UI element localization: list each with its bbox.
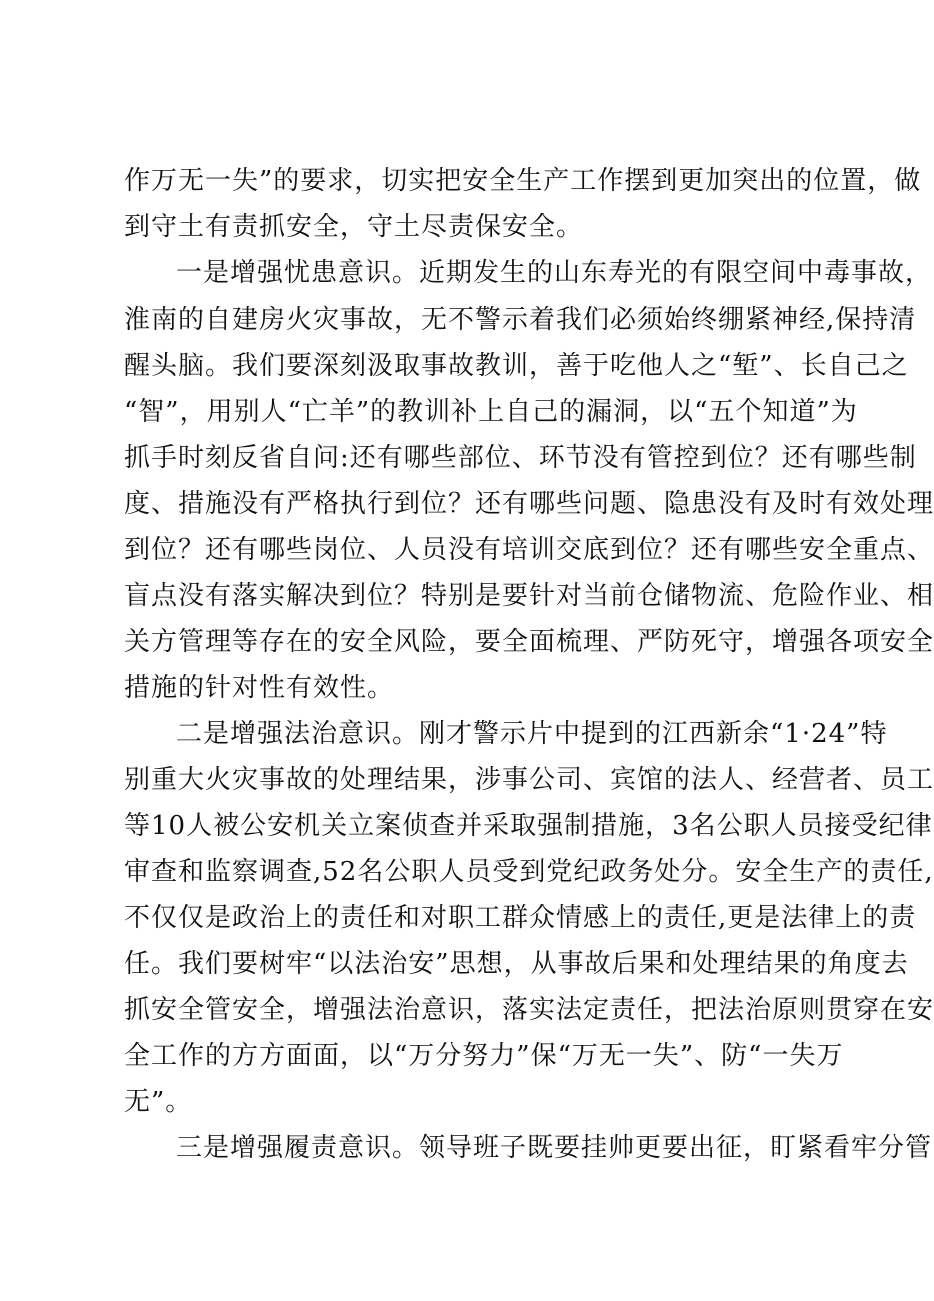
text-line: 作万无一失”的要求，切实把安全生产工作摆到更加突出的位置，做 xyxy=(124,166,922,196)
text-line: 到守土有责抓安全，守土尽责保安全。 xyxy=(124,212,584,242)
text-line: 抓手时刻反省自问:还有哪些部位、环节没有管控到位？还有哪些制 xyxy=(124,443,917,473)
text-line: 不仅仅是政治上的责任和对职工群众情感上的责任,更是法律上的责 xyxy=(124,903,917,933)
text-line: 醒头脑。我们要深刻汲取事故教训，善于吃他人之“堑”、长自己之 xyxy=(124,351,909,381)
paragraph-first-line: 一是增强忧患意识。近期发生的山东寿光的有限空间中毒事故， xyxy=(176,258,933,288)
paragraph-first-line: 三是增强履责意识。领导班子既要挂帅更要出征，盯紧看牢分管 xyxy=(176,1133,933,1163)
text-line: 无”。 xyxy=(124,1087,193,1117)
paragraph-first-line: 二是增强法治意识。刚才警示片中提到的江西新余“1·24”特 xyxy=(176,719,888,749)
text-line: 关方管理等存在的安全风险，要全面梳理、严防死守，增强各项安全 xyxy=(124,627,934,657)
text-line: 任。我们要树牢“以法治安”思想，从事故后果和处理结果的角度去 xyxy=(124,949,909,979)
text-line: “智”，用别人“亡羊”的教训补上自己的漏洞，以“五个知道”为 xyxy=(124,397,858,427)
text-line: 审查和监察调查,52名公职人员受到党纪政务处分。安全生产的责任, xyxy=(124,857,934,887)
text-line: 别重大火灾事故的处理结果，涉事公司、宾馆的法人、经营者、员工 xyxy=(124,765,934,795)
text-line: 淮南的自建房火灾事故，无不警示着我们必须始终绷紧神经,保持清 xyxy=(124,305,917,335)
text-line: 抓安全管安全，增强法治意识，落实法定责任，把法治原则贯穿在安 xyxy=(124,995,934,1025)
text-line: 措施的针对性有效性。 xyxy=(124,673,395,703)
text-line: 等10人被公安机关立案侦查并采取强制措施，3名公职人员接受纪律 xyxy=(124,811,933,841)
text-line: 度、措施没有严格执行到位？还有哪些问题、隐患没有及时有效处理 xyxy=(124,489,934,519)
text-line: 全工作的方方面面，以“万分努力”保“万无一失”、防“一失万 xyxy=(124,1041,844,1071)
text-line: 盲点没有落实解决到位？特别是要针对当前仓储物流、危险作业、相 xyxy=(124,581,934,611)
text-line: 到位？还有哪些岗位、人员没有培训交底到位？还有哪些安全重点、 xyxy=(124,535,934,565)
